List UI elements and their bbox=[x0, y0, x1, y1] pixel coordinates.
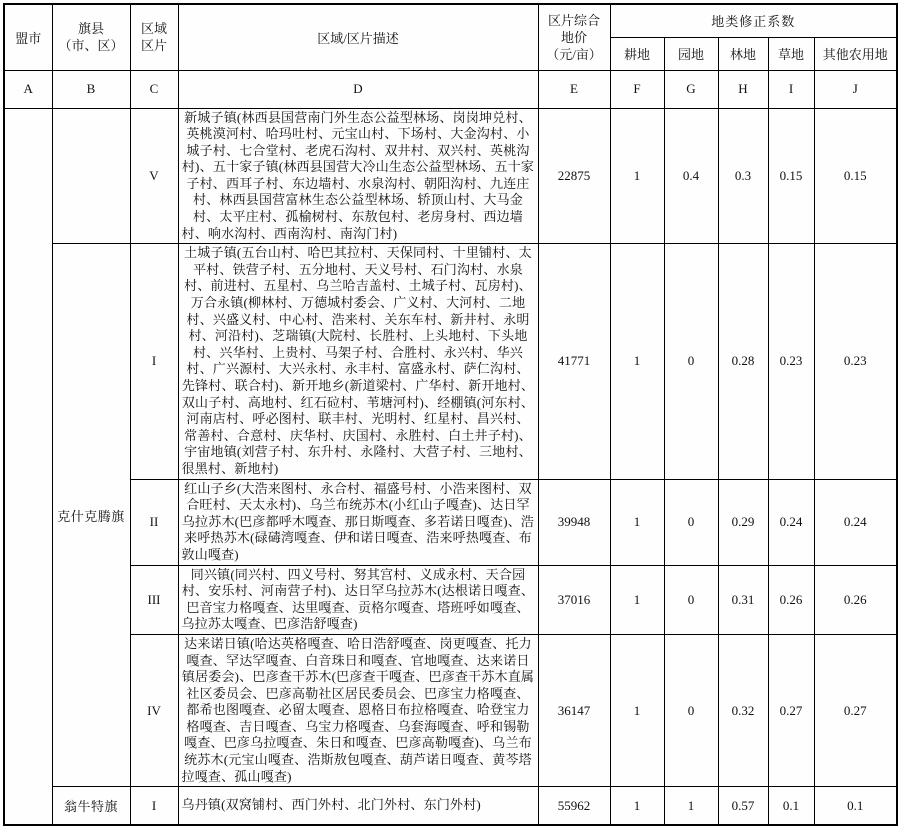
table-row bbox=[4, 565, 897, 634]
coeff-grassland-cell: 0.24 bbox=[768, 479, 814, 565]
header-league: 盟市 bbox=[4, 4, 52, 70]
description-cell: 土城子镇(五台山村、哈巴其拉村、天保同村、十里铺村、太平村、铁营子村、五分地村、天义号村、石门沟村、水泉村、前进村、五星村、乌兰哈吉盖村、土城子村、瓦房村)、万合永镇(柳林村、万德城村委会、广义村、大河村、二地村、兴盛义村、中心村、浩来村、关东车村、新井村、永明村、河沿村)、芝瑞镇(大院村、长胜村、上头地村、下头地村、兴华村、上贵村、马架子村、合胜村、永兴村、华兴村、广兴源村、大兴永村、永丰村、富盛永村、萨仁沟村、先锋村、联合村)、新开地乡(新道梁村、广华村、新开地村、双山子村、高地村、红石砬村、苇塘河村)、经棚镇(河东村、河南店村、呼必图村、联丰村、光明村、红星村、昌兴村、常善村、合意村、庆华村、庆国村、永胜村、白土井子村)、宇宙地镇(刘营子村、东升村、永隆村、大营子村、三地村、很黑村、新地村) bbox=[178, 244, 538, 479]
coeff-cropland-cell: 1 bbox=[610, 565, 664, 634]
price-cell: 36147 bbox=[538, 634, 610, 786]
coeff-cropland-cell: 1 bbox=[610, 108, 664, 244]
header-row-1 bbox=[4, 4, 897, 37]
coeff-forest-cell: 0.32 bbox=[718, 634, 768, 786]
description-cell: 红山子乡(大浩来图村、永合村、福盛号村、小浩来图村、双合旺村、天太永村)、乌兰布统苏木(小红山子嘎查)、达日罕乌拉苏木(巴彦都呼木嘎查、那日斯嘎查、多若诺日嘎查)、浩来呼热苏木(碌碡湾嘎查、伊和诺日嘎查、浩来呼热嘎查、布敦山嘎查) bbox=[178, 479, 538, 565]
county-cell-keshiketeng: 克什克腾旗 bbox=[52, 244, 130, 787]
table-row bbox=[4, 634, 897, 786]
coeff-forest-cell: 0.29 bbox=[718, 479, 768, 565]
table-row bbox=[4, 479, 897, 565]
coeff-grassland-cell: 0.27 bbox=[768, 634, 814, 786]
header-county bbox=[52, 4, 130, 70]
column-letter-row bbox=[4, 70, 897, 108]
description-cell: 同兴镇(同兴村、四义号村、努其宫村、义成永村、天合园村、安乐村、河南营子村)、达日罕乌拉苏木(达根诺日嘎查、巴音宝力格嘎查、达里嘎查、贡格尔嘎查、塔班呼如嘎查、乌拉苏太嘎查、巴彦浩舒嘎查) bbox=[178, 565, 538, 634]
header-coeff-cropland: 耕地 bbox=[610, 37, 664, 70]
coeff-other-cell: 0.26 bbox=[814, 565, 897, 634]
letter-f: F bbox=[610, 70, 664, 108]
coeff-cropland-cell: 1 bbox=[610, 479, 664, 565]
header-price bbox=[538, 4, 610, 70]
header-coeff-garden: 园地 bbox=[664, 37, 718, 70]
coeff-forest-cell: 0.31 bbox=[718, 565, 768, 634]
header-coeff-grassland: 草地 bbox=[768, 37, 814, 70]
coeff-grassland-cell: 0.23 bbox=[768, 244, 814, 479]
coeff-forest-cell: 0.57 bbox=[718, 787, 768, 825]
price-cell: 41771 bbox=[538, 244, 610, 479]
letter-c: C bbox=[130, 70, 178, 108]
header-price-line1: 区片综合 bbox=[547, 12, 600, 28]
letter-i: I bbox=[768, 70, 814, 108]
zone-cell: I bbox=[130, 787, 178, 825]
coeff-forest-cell: 0.28 bbox=[718, 244, 768, 479]
description-cell: 乌丹镇(双窝铺村、西门外村、北门外村、东门外村) bbox=[178, 787, 538, 825]
county-cell-empty bbox=[52, 108, 130, 244]
coeff-forest-cell: 0.3 bbox=[718, 108, 768, 244]
coeff-other-cell: 0.27 bbox=[814, 634, 897, 786]
coeff-other-cell: 0.15 bbox=[814, 108, 897, 244]
county-cell-wengniute: 翁牛特旗 bbox=[52, 787, 130, 825]
header-county-line2: （市、区） bbox=[58, 38, 124, 54]
coeff-cropland-cell: 1 bbox=[610, 787, 664, 825]
description-cell: 达来诺日镇(哈达英格嘎查、哈日浩舒嘎查、岗更嘎查、托力嘎查、罕达罕嘎查、白音珠日和嘎查、官地嘎查、达来诺日镇居委会)、巴彦查干苏木(巴彦查干嘎查、巴彦查干苏木直属社区委员会、巴彦高勒社区居民委员会、巴彦宝力格嘎查、都希也图嘎查、必留太嘎查、恩格日布拉格嘎查、哈登宝力格嘎查、吉日嘎查、乌宝力格嘎查、乌套海嘎查、呼和锡勒嘎查、巴彦乌拉嘎查、朱日和嘎查、巴彦高勒嘎查)、乌兰布统苏木(元宝山嘎查、浩斯敖包嘎查、葫芦诺日嘎查、黄芩塔拉嘎查、孤山嘎查) bbox=[178, 634, 538, 786]
letter-d: D bbox=[178, 70, 538, 108]
coeff-other-cell: 0.1 bbox=[814, 787, 897, 825]
letter-e: E bbox=[538, 70, 610, 108]
coeff-cropland-cell: 1 bbox=[610, 244, 664, 479]
price-cell: 55962 bbox=[538, 787, 610, 825]
coeff-garden-cell: 0 bbox=[664, 244, 718, 479]
header-county-line1: 旗县 bbox=[77, 21, 104, 37]
coeff-garden-cell: 0 bbox=[664, 634, 718, 786]
zone-cell: V bbox=[130, 108, 178, 244]
letter-g: G bbox=[664, 70, 718, 108]
header-description: 区域/区片描述 bbox=[178, 4, 538, 70]
coeff-grassland-cell: 0.26 bbox=[768, 565, 814, 634]
coeff-grassland-cell: 0.1 bbox=[768, 787, 814, 825]
header-coeff-forest: 林地 bbox=[718, 37, 768, 70]
coeff-garden-cell: 1 bbox=[664, 787, 718, 825]
land-price-table bbox=[3, 3, 898, 826]
coeff-cropland-cell: 1 bbox=[610, 634, 664, 786]
coeff-other-cell: 0.24 bbox=[814, 479, 897, 565]
header-zone-line1: 区域 bbox=[140, 21, 167, 37]
coeff-other-cell: 0.23 bbox=[814, 244, 897, 479]
header-price-line3: （元/亩） bbox=[546, 46, 602, 62]
zone-cell: IV bbox=[130, 634, 178, 786]
header-price-line2: 地价 bbox=[560, 29, 587, 45]
zone-cell: II bbox=[130, 479, 178, 565]
header-coeff-group: 地类修正系数 bbox=[610, 4, 897, 37]
zone-cell: III bbox=[130, 565, 178, 634]
price-cell: 39948 bbox=[538, 479, 610, 565]
header-zone bbox=[130, 4, 178, 70]
letter-b: B bbox=[52, 70, 130, 108]
letter-h: H bbox=[718, 70, 768, 108]
table-row bbox=[4, 108, 897, 244]
header-zone-line2: 区片 bbox=[140, 38, 167, 54]
description-cell: 新城子镇(林西县国营南门外生态公益型林场、岗岗坤兑村、英桃漠河村、哈玛吐村、元宝山村、下场村、大金沟村、小城子村、七合堂村、老虎石沟村、双井村、双兴村、英桃沟村)、五十家子镇(林西县国营大冷山生态公益型林场、五十家子村、西耳子村、东边墙村、水泉沟村、朝阳沟村、九连庄村、林西县国营富林生态公益型林场、轿顶山村、大马金村、太平庄村、孤榆树村、东敖包村、老房身村、西边墙村、响水沟村、西南沟村、南沟门村) bbox=[178, 108, 538, 244]
table-row bbox=[4, 244, 897, 479]
coeff-garden-cell: 0 bbox=[664, 479, 718, 565]
coeff-grassland-cell: 0.15 bbox=[768, 108, 814, 244]
letter-a: A bbox=[4, 70, 52, 108]
price-cell: 37016 bbox=[538, 565, 610, 634]
coeff-garden-cell: 0 bbox=[664, 565, 718, 634]
zone-cell: I bbox=[130, 244, 178, 479]
price-cell: 22875 bbox=[538, 108, 610, 244]
league-cell-empty bbox=[4, 108, 52, 825]
coeff-garden-cell: 0.4 bbox=[664, 108, 718, 244]
letter-j: J bbox=[814, 70, 897, 108]
table-row bbox=[4, 787, 897, 825]
header-coeff-other: 其他农用地 bbox=[814, 37, 897, 70]
